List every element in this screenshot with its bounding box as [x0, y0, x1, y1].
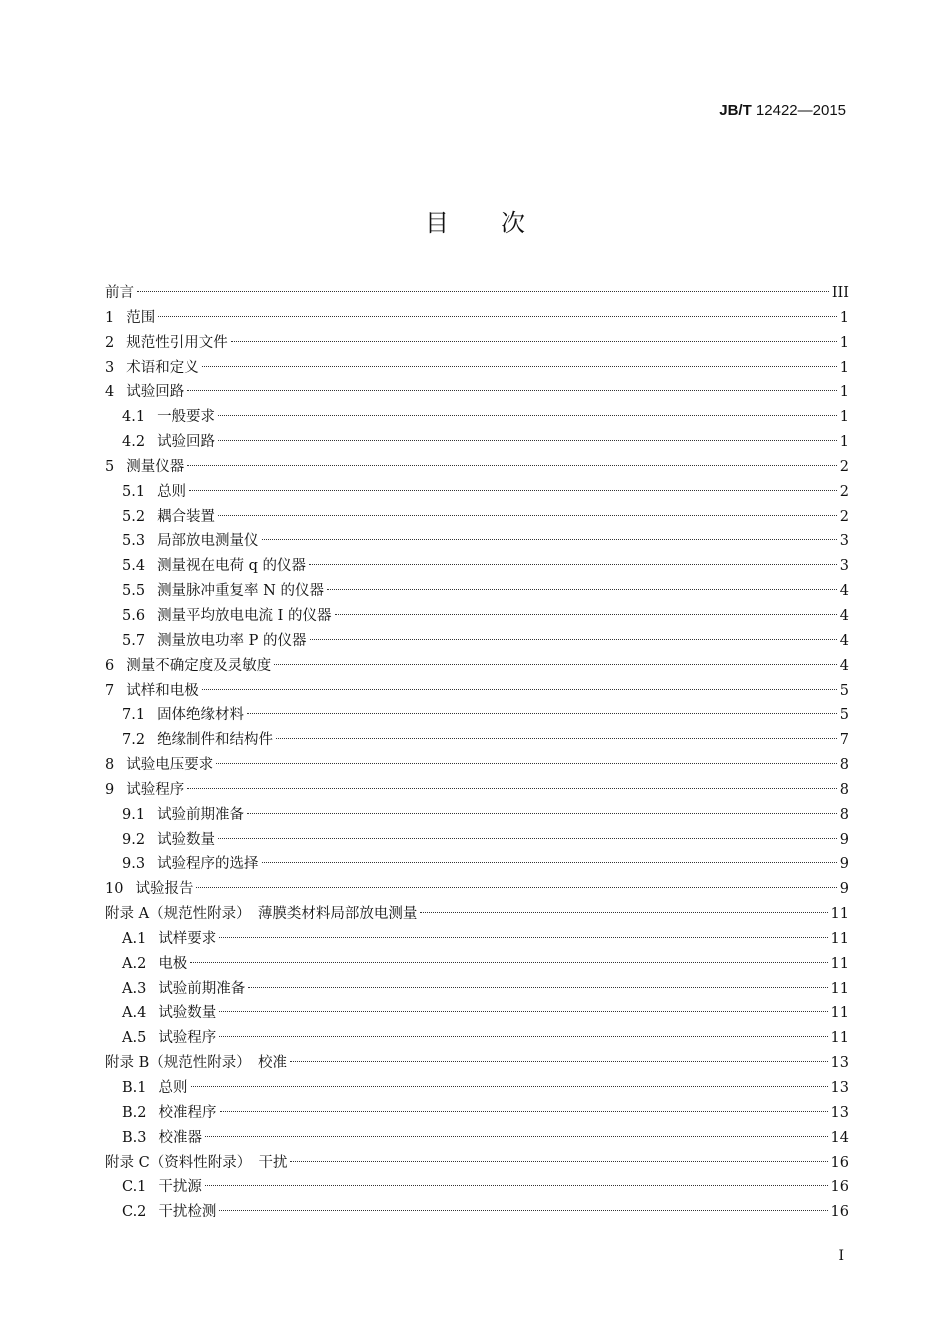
toc-entry-number: 1	[105, 309, 115, 326]
toc-entry[interactable]	[105, 952, 849, 977]
toc-entry-number: 5.5	[122, 583, 146, 600]
toc-entry-page: 13	[830, 1080, 849, 1096]
toc-entry-page: 2	[839, 508, 849, 525]
toc-entry-page: 11	[830, 980, 849, 997]
dot-leader	[219, 936, 827, 938]
toc-entry-title: 试验程序	[158, 1030, 217, 1047]
dot-leader	[420, 911, 827, 913]
toc-entry[interactable]	[105, 1076, 849, 1101]
toc-entry-title: 试验程序	[126, 781, 185, 798]
toc-entry-page: 8	[839, 781, 849, 798]
toc-entry-number: 7	[105, 682, 115, 699]
page-number: I	[838, 1248, 844, 1264]
dot-leader	[219, 1010, 827, 1012]
toc-entry-number: 5.6	[122, 607, 146, 624]
toc-entry-page: 5	[839, 707, 849, 724]
toc-entry-page: 16	[830, 1179, 849, 1196]
toc-entry[interactable]	[105, 1001, 849, 1026]
dot-leader	[189, 489, 837, 491]
dot-leader	[205, 1135, 828, 1137]
toc-entry-number: 10	[105, 881, 124, 898]
toc-entry-number: 5.1	[122, 483, 146, 500]
toc-entry-title: 前言	[105, 285, 134, 301]
toc-entry-page: 11	[830, 1005, 849, 1022]
dot-leader	[218, 439, 837, 441]
toc-entry-page: 4	[839, 583, 849, 600]
toc-entry[interactable]	[105, 679, 849, 704]
dot-leader	[190, 961, 827, 963]
toc-entry-number: B.1	[122, 1080, 147, 1096]
toc-entry-number: 5.2	[122, 508, 146, 525]
toc-entry-page: 3	[839, 533, 849, 550]
toc-entry-title: 校准器	[158, 1129, 202, 1146]
dot-leader	[216, 762, 837, 764]
toc-entry-title: 试验回路	[157, 434, 216, 451]
standard-code-number: 12422—2015	[751, 102, 846, 119]
toc-entry-title: 术语和定义	[126, 359, 199, 376]
toc-entry[interactable]	[105, 902, 849, 927]
dot-leader	[137, 290, 829, 292]
dot-leader	[196, 886, 836, 888]
toc-entry-number: 7.1	[122, 707, 146, 724]
dot-leader	[276, 737, 837, 739]
toc-entry-number: 8	[105, 757, 115, 774]
toc-entry-title: 局部放电测量仪	[157, 533, 259, 550]
toc-entry-number: A.1	[122, 930, 147, 947]
dot-leader	[205, 1184, 828, 1186]
table-of-contents	[105, 281, 849, 1225]
toc-entry[interactable]	[105, 728, 849, 753]
dot-leader	[231, 340, 837, 342]
dot-leader	[310, 638, 837, 640]
toc-entry-number: A.4	[122, 1005, 147, 1022]
dot-leader	[202, 688, 837, 690]
toc-entry[interactable]	[105, 852, 849, 877]
dot-leader	[262, 538, 837, 540]
toc-entry-page: 16	[830, 1204, 849, 1221]
toc-entry[interactable]	[105, 927, 849, 952]
toc-entry-number: 9.3	[122, 856, 146, 873]
toc-entry[interactable]	[105, 380, 849, 405]
toc-entry-number: 5.7	[122, 632, 146, 649]
toc-entry-number: 4.1	[122, 409, 146, 426]
dot-leader	[220, 1110, 828, 1112]
toc-entry-title: 测量放电功率 P 的仪器	[157, 632, 307, 649]
toc-entry-page: 9	[839, 831, 849, 848]
toc-entry-title: 试验数量	[158, 1005, 217, 1022]
dot-leader	[187, 464, 837, 466]
toc-entry[interactable]	[105, 753, 849, 778]
toc-entry-page: 11	[830, 955, 849, 972]
toc-entry-title: 范围	[126, 309, 156, 326]
toc-entry-number: 2	[105, 334, 115, 351]
toc-entry-number: 5	[105, 458, 115, 475]
standard-code-prefix: JB/T	[719, 102, 752, 119]
toc-entry[interactable]	[105, 430, 849, 455]
toc-entry-page: 1	[839, 334, 849, 351]
toc-entry-page: 2	[839, 458, 849, 475]
toc-entry-title: 总则	[158, 1080, 188, 1096]
toc-entry-title: 试验程序的选择	[157, 856, 259, 873]
toc-entry-page: 1	[839, 384, 849, 401]
toc-entry-title: 电极	[158, 955, 188, 972]
dot-leader	[219, 1035, 827, 1037]
toc-entry-title: 测量仪器	[126, 458, 185, 475]
toc-entry[interactable]	[105, 306, 849, 331]
toc-entry[interactable]	[105, 828, 849, 853]
dot-leader	[219, 1209, 827, 1211]
toc-entry-title: 试验报告	[135, 881, 194, 898]
toc-entry[interactable]	[105, 1175, 849, 1200]
toc-entry-number: 9.2	[122, 831, 146, 848]
dot-leader	[202, 365, 837, 367]
dot-leader	[274, 663, 837, 665]
toc-entry-title: 附录 A（规范性附录） 薄膜类材料局部放电测量	[105, 906, 418, 923]
dot-leader	[290, 1160, 827, 1162]
toc-entry[interactable]	[105, 505, 849, 530]
toc-entry-title: 附录 B（规范性附录） 校准	[105, 1055, 288, 1072]
toc-entry-page: 11	[830, 906, 849, 923]
toc-entry-title: 附录 C（资料性附录） 干扰	[105, 1154, 288, 1171]
dot-leader	[218, 414, 837, 416]
toc-entry-page: 1	[839, 409, 849, 426]
toc-entry[interactable]	[105, 977, 849, 1002]
toc-entry-title: 试验回路	[126, 384, 185, 401]
toc-entry[interactable]	[105, 1126, 849, 1151]
toc-entry-number: 3	[105, 359, 115, 376]
dot-leader	[309, 563, 837, 565]
toc-entry-title: 测量视在电荷 q 的仪器	[157, 558, 307, 575]
toc-entry-number: A.3	[122, 980, 147, 997]
toc-entry-page: 7	[839, 732, 849, 749]
toc-entry-number: 9	[105, 781, 115, 798]
toc-entry-number: A.2	[122, 955, 147, 972]
toc-entry-title: 干扰检测	[158, 1204, 217, 1221]
toc-entry[interactable]	[105, 1026, 849, 1051]
toc-entry-page: 11	[830, 1030, 849, 1047]
toc-entry-title: 试验电压要求	[126, 757, 214, 774]
page-title: 目次	[425, 209, 577, 237]
toc-entry[interactable]	[105, 529, 849, 554]
toc-entry[interactable]	[105, 629, 849, 654]
dot-leader	[262, 861, 837, 863]
toc-entry-title: 测量脉冲重复率 N 的仪器	[157, 583, 324, 600]
toc-entry-number: B.2	[122, 1104, 147, 1121]
toc-entry-title: 试样和电极	[126, 682, 199, 699]
toc-entry-title: 试样要求	[158, 930, 217, 947]
toc-entry-number: C.2	[122, 1204, 147, 1221]
toc-entry-page: 13	[830, 1055, 849, 1072]
toc-entry-title: 测量不确定度及灵敏度	[126, 657, 272, 674]
toc-entry-page: 13	[830, 1104, 849, 1121]
toc-entry-page: 4	[839, 657, 849, 674]
toc-entry-page: 1	[839, 309, 849, 326]
toc-entry-page: 5	[839, 682, 849, 699]
toc-entry-page: 14	[830, 1129, 849, 1146]
toc-entry-number: C.1	[122, 1179, 147, 1196]
toc-entry-number: 5.3	[122, 533, 146, 550]
toc-entry-page: 9	[839, 856, 849, 873]
toc-entry-title: 规范性引用文件	[126, 334, 228, 351]
toc-entry-page: 4	[839, 632, 849, 649]
toc-entry-number: 6	[105, 657, 115, 674]
dot-leader	[158, 315, 837, 317]
toc-entry-page: 1	[839, 434, 849, 451]
toc-entry[interactable]	[105, 1200, 849, 1225]
toc-entry-title: 校准程序	[158, 1104, 217, 1121]
dot-leader	[187, 389, 837, 391]
toc-entry[interactable]	[105, 703, 849, 728]
toc-entry-title: 耦合装置	[157, 508, 216, 525]
toc-entry-number: 7.2	[122, 732, 146, 749]
toc-entry[interactable]	[105, 604, 849, 629]
toc-entry[interactable]	[105, 1101, 849, 1126]
toc-entry-title: 干扰源	[158, 1179, 202, 1196]
dot-leader	[247, 812, 837, 814]
toc-entry-title: 固体绝缘材料	[157, 707, 245, 724]
toc-entry-page: 8	[839, 757, 849, 774]
toc-entry-title: 总则	[157, 483, 187, 500]
toc-entry[interactable]	[105, 1151, 849, 1176]
toc-entry-number: 9.1	[122, 806, 146, 823]
dot-leader	[248, 986, 827, 988]
toc-entry[interactable]	[105, 281, 849, 306]
toc-entry-title: 试验前期准备	[158, 980, 246, 997]
toc-entry-page: 1	[839, 359, 849, 376]
toc-entry[interactable]	[105, 803, 849, 828]
toc-entry[interactable]	[105, 405, 849, 430]
toc-entry[interactable]	[105, 579, 849, 604]
dot-leader	[191, 1085, 828, 1087]
toc-entry[interactable]	[105, 356, 849, 381]
dot-leader	[218, 514, 837, 516]
toc-entry[interactable]	[105, 1051, 849, 1076]
toc-entry-page: 4	[839, 607, 849, 624]
toc-entry-number: B.3	[122, 1129, 147, 1146]
toc-entry-title: 试验前期准备	[157, 806, 245, 823]
toc-entry-number: 4	[105, 384, 115, 401]
dot-leader	[218, 837, 837, 839]
toc-entry[interactable]	[105, 877, 849, 902]
toc-entry-page: 2	[839, 483, 849, 500]
dot-leader	[247, 712, 837, 714]
dot-leader	[327, 588, 837, 590]
toc-entry-title: 试验数量	[157, 831, 216, 848]
toc-entry-page: III	[831, 285, 849, 301]
toc-entry[interactable]	[105, 654, 849, 679]
toc-entry-number: 4.2	[122, 434, 146, 451]
toc-entry-page: 16	[830, 1154, 849, 1171]
toc-entry-title: 绝缘制件和结构件	[157, 732, 274, 749]
toc-entry[interactable]	[105, 480, 849, 505]
toc-entry[interactable]	[105, 778, 849, 803]
toc-entry-title: 测量平均放电电流 I 的仪器	[157, 607, 332, 624]
dot-leader	[290, 1060, 828, 1062]
toc-entry-page: 8	[839, 806, 849, 823]
dot-leader	[187, 787, 837, 789]
toc-entry[interactable]	[105, 331, 849, 356]
toc-entry-title: 一般要求	[157, 409, 216, 426]
toc-entry[interactable]	[105, 455, 849, 480]
toc-entry[interactable]	[105, 554, 849, 579]
dot-leader	[335, 613, 837, 615]
toc-entry-page: 3	[839, 558, 849, 575]
toc-entry-page: 11	[830, 930, 849, 947]
toc-entry-number: 5.4	[122, 558, 146, 575]
standard-code	[719, 102, 846, 119]
toc-entry-number: A.5	[122, 1030, 147, 1047]
toc-entry-page: 9	[839, 881, 849, 898]
